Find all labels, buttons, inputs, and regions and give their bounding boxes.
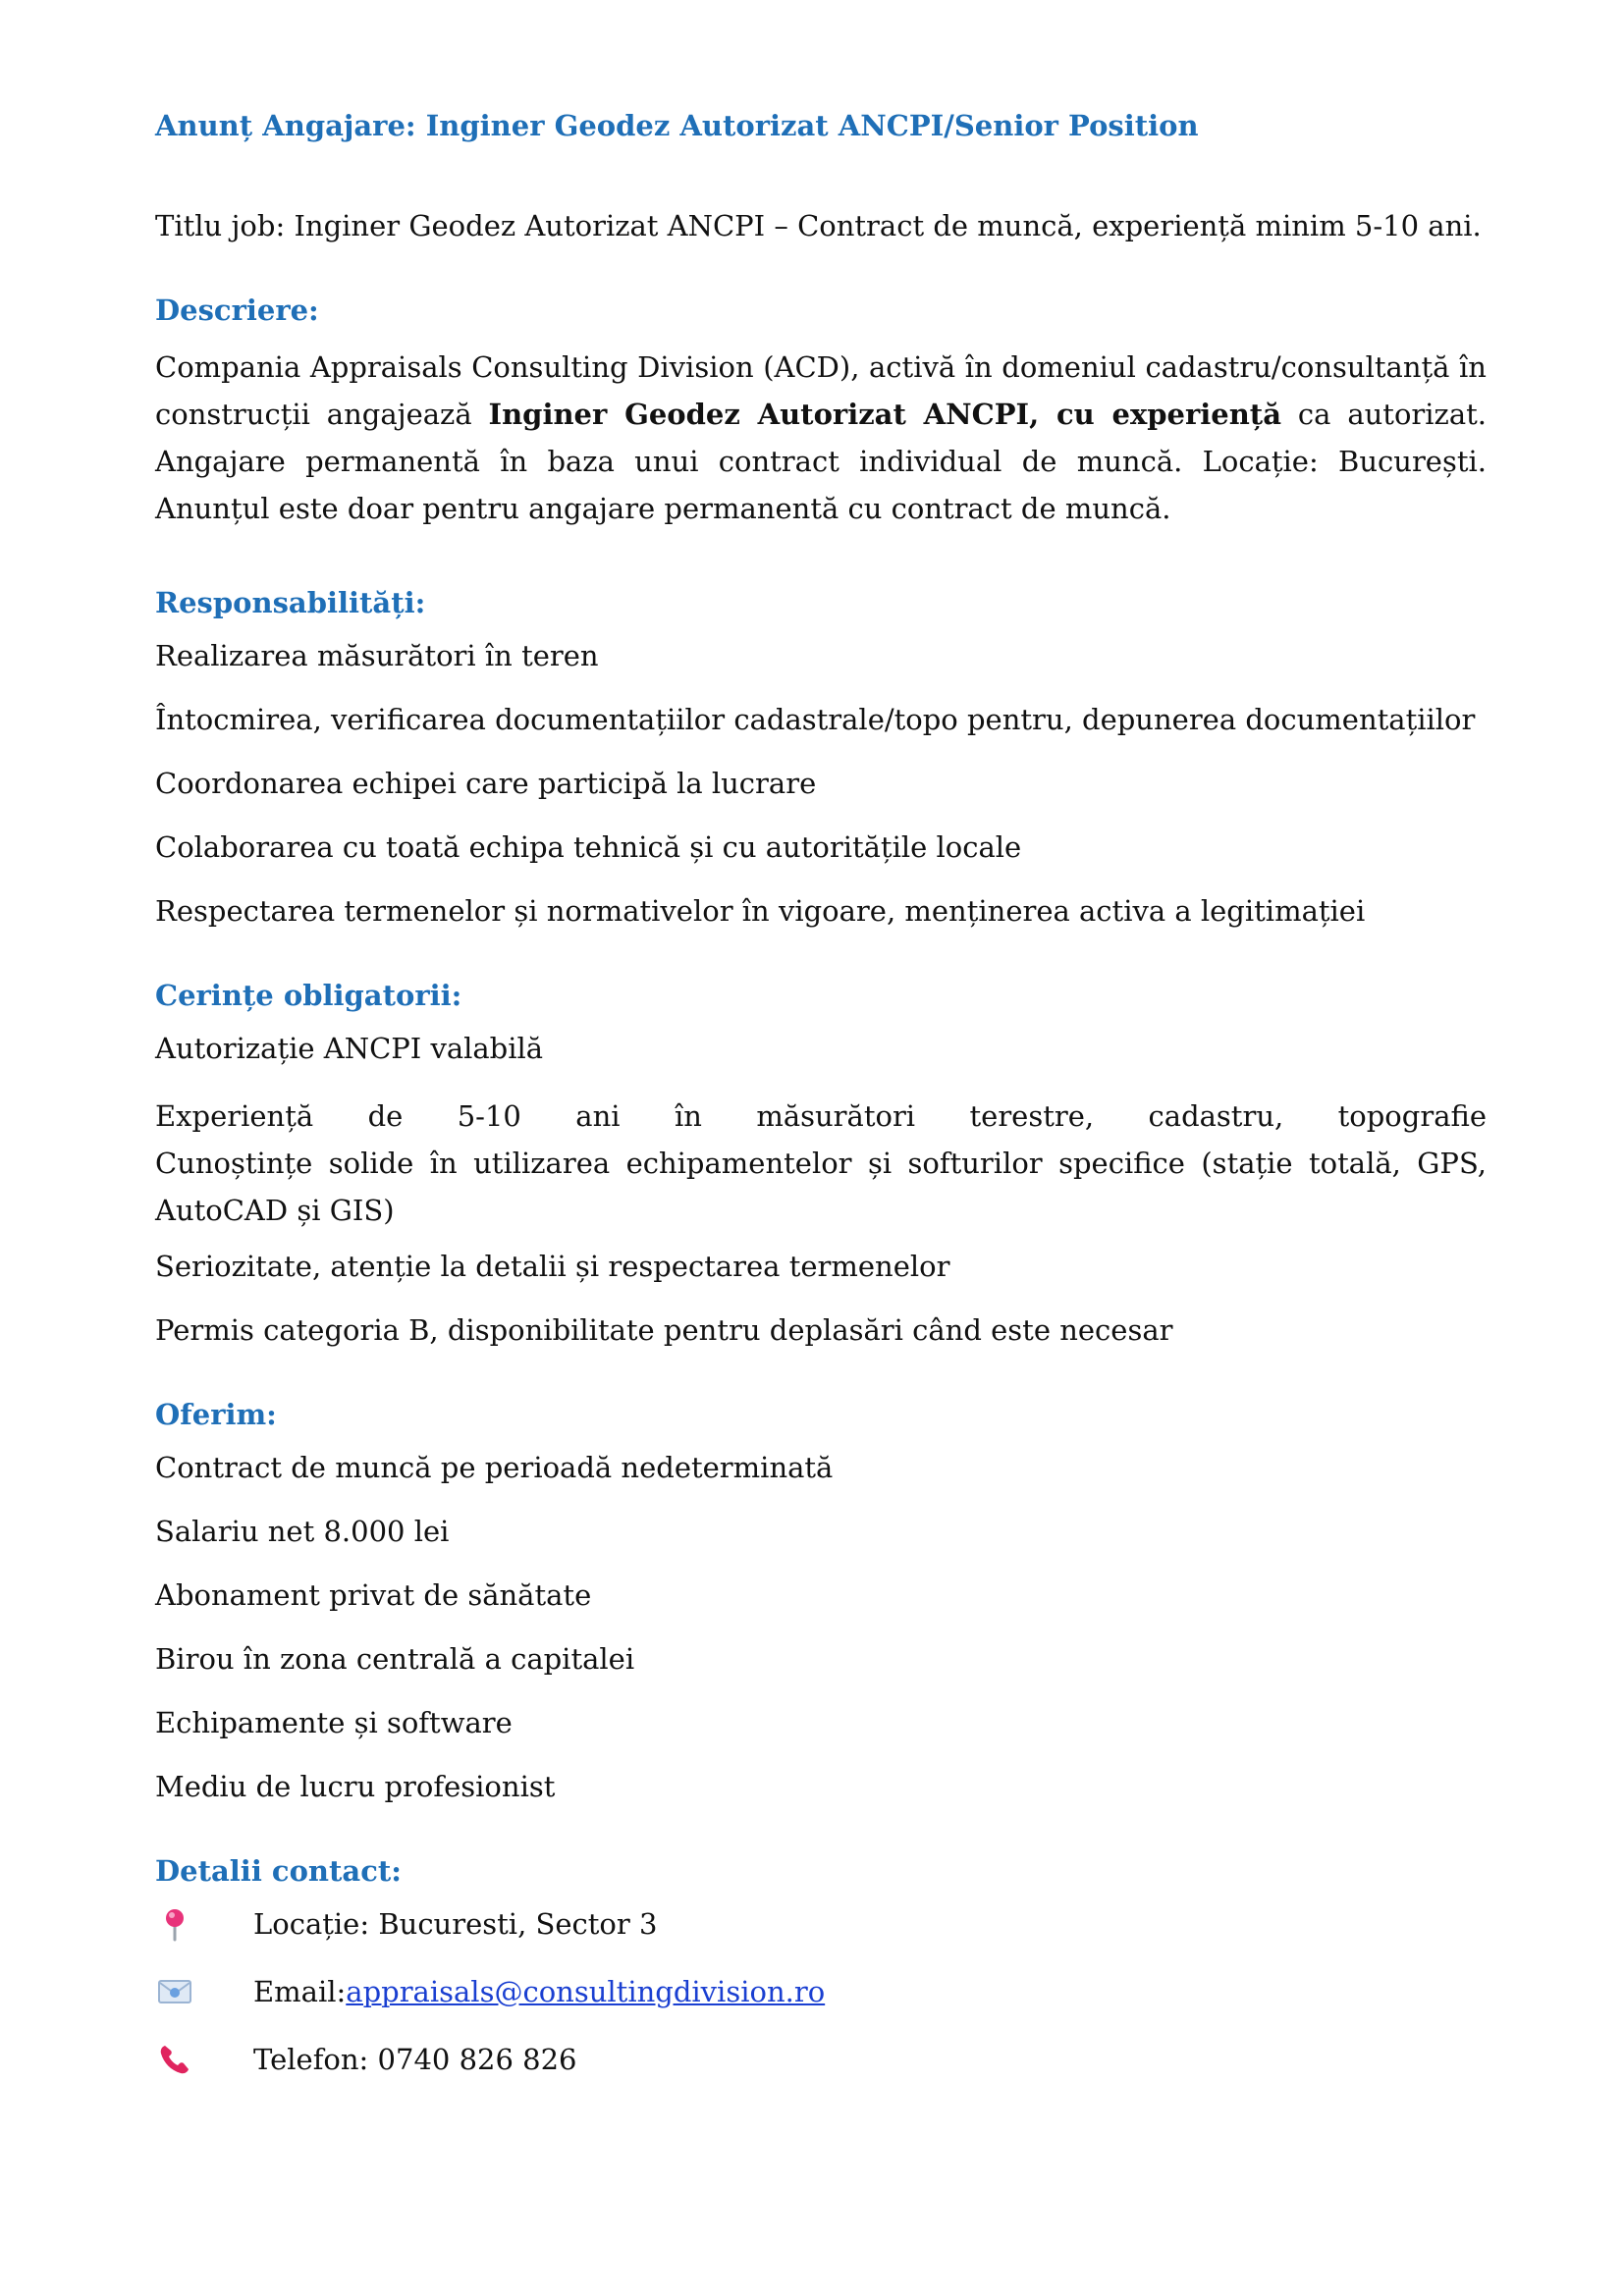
- contact-email: [155, 1972, 1487, 2011]
- telephone-receiver-icon: [157, 2042, 192, 2077]
- list-item: Contract de muncă pe perioadă nedeterminată: [155, 1451, 834, 1484]
- email-link[interactable]: appraisals@consultingdivision.ro: [346, 1975, 826, 2008]
- contact-location-text: Locație: Bucuresti, Sector 3: [253, 1907, 658, 1941]
- requirement-knowledge: Cunoștințe solide în utilizarea echipamentelor și softurilor specifice (stație totală, GPS, AutoCAD și GIS): [155, 1147, 1487, 1227]
- list-item: Respectarea termenelor și normativelor în vigoare, menținerea activa a legitimației: [155, 894, 1366, 928]
- requirements-heading: Cerințe obligatorii:: [155, 979, 462, 1012]
- list-item: [155, 1093, 1487, 1234]
- contact-email-label: Email:: [253, 1975, 347, 2008]
- job-title-line: Titlu job: Inginer Geodez Autorizat ANCPI – Contract de muncă, experiență minim 5-10 ani.: [155, 209, 1482, 242]
- requirement-experience: Experiență de 5-10 ani în măsurători terestre, cadastru, topografie: [155, 1099, 1487, 1133]
- contact-heading: Detalii contact:: [155, 1854, 402, 1888]
- list-item: Mediu de lucru profesionist: [155, 1770, 556, 1803]
- envelope-icon: [157, 1974, 192, 2009]
- responsibilities-list: [155, 636, 1487, 931]
- responsibilities-heading: Responsabilități:: [155, 586, 426, 619]
- list-item: Întocmirea, verificarea documentațiilor cadastrale/topo pentru, depunerea documentațiilor: [155, 703, 1476, 736]
- list-item: Abonament privat de sănătate: [155, 1578, 592, 1612]
- contact-location: [155, 1904, 1487, 1944]
- list-item: Salariu net 8.000 lei: [155, 1515, 450, 1548]
- list-item: Autorizație ANCPI valabilă: [155, 1032, 544, 1065]
- list-item: Colaborarea cu toată echipa tehnică și cu autoritățile locale: [155, 830, 1022, 864]
- round-pushpin-icon: [157, 1906, 192, 1942]
- description-text-part1: Compania Appraisals Consulting Division (ACD), activă în domeniul cadastru/consultanță în construcții angajează: [155, 350, 1487, 431]
- description-text-part2: ca autorizat. Angajare permanentă în baza unui contract individual de muncă. Locație: București. Anunțul este doar pentru angajare permanentă cu contract de muncă.: [155, 398, 1487, 525]
- description-heading: Descriere:: [155, 294, 319, 327]
- page-title: Anunț Angajare: Inginer Geodez Autorizat ANCPI/Senior Position: [155, 109, 1199, 142]
- list-item: Birou în zona centrală a capitalei: [155, 1642, 635, 1676]
- offer-list: [155, 1448, 1487, 1806]
- list-item: Permis categoria B, disponibilitate pentru deplasări când este necesar: [155, 1313, 1173, 1347]
- contact-list: [155, 1904, 1487, 2079]
- list-item: Coordonarea echipei care participă la lucrare: [155, 767, 817, 800]
- description-text-bold: Inginer Geodez Autorizat ANCPI, cu experiență: [488, 398, 1281, 431]
- list-item: Echipamente și software: [155, 1706, 513, 1739]
- description-paragraph: [155, 344, 1487, 532]
- list-item: Seriozitate, atenție la detalii și respectarea termenelor: [155, 1250, 950, 1283]
- contact-phone: [155, 2040, 1487, 2079]
- contact-phone-text: Telefon: 0740 826 826: [253, 2043, 577, 2076]
- offer-heading: Oferim:: [155, 1398, 277, 1431]
- list-item: Realizarea măsurători în teren: [155, 639, 599, 672]
- requirements-list: [155, 1029, 1487, 1350]
